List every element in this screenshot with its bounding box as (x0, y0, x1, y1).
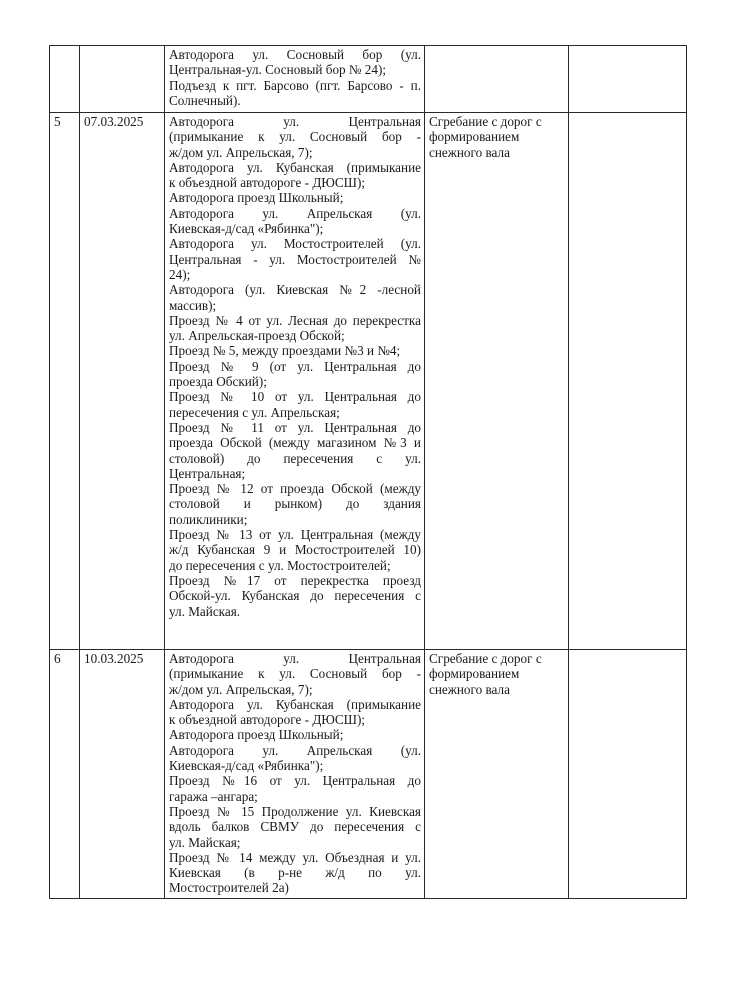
row-number-cell: 5 (50, 113, 80, 650)
road-entry-line: Автодорога ул. Кубанская (примыкание (169, 159, 421, 175)
note-cell (569, 113, 687, 650)
work-type-line: снежного вала (429, 144, 510, 160)
road-entry-line: Проезд №16 от ул. Центральная до (169, 773, 421, 789)
road-entry (169, 743, 421, 774)
note-cell (569, 46, 687, 113)
road-entry-line: Автодорога проезд Школьный; (169, 727, 344, 743)
work-type-line: снежного вала (429, 681, 510, 697)
work-type-cell (425, 650, 569, 899)
road-entry-line: Центральная; (169, 465, 246, 481)
road-entry-line: Проезд № 12 от проезда Обской (между (169, 481, 421, 497)
road-entry-line: ул. Апрельская-проезд Обской; (169, 328, 345, 344)
road-entry (169, 573, 421, 619)
road-entry (169, 282, 421, 313)
road-entry (169, 343, 421, 358)
roads-cell (165, 46, 425, 113)
road-entry-line: ул. Майская. (169, 603, 241, 619)
roads-cell (165, 113, 425, 650)
work-type-line: формированием (429, 129, 520, 145)
work-type-cell (425, 46, 569, 113)
road-entry (169, 160, 421, 191)
road-entry-line: Мостостроителей 2а) (169, 880, 289, 896)
road-entry-line: Проезд № 5, между проездами №3 и №4; (169, 343, 401, 359)
date-cell (80, 46, 165, 113)
road-entry-line: Автодорога проезд Школьный; (169, 190, 344, 206)
road-entry-line: ж/д Кубанская 9 и Мостостроителей 10) (169, 542, 421, 558)
road-entry-line: Киевская (в р-не ж/д по ул. (169, 865, 421, 881)
road-entry-line: ж/дом ул. Апрельская, 7); (169, 681, 313, 697)
road-entry-line: Автодорога ул. Центральная (169, 114, 421, 129)
road-entry-line: Автодорога ул. Апрельская (ул. (169, 742, 421, 758)
road-entry (169, 804, 421, 850)
road-entry-line: к объездной автодороге - ДЮСШ); (169, 712, 366, 728)
note-cell (569, 650, 687, 899)
table-row (50, 113, 687, 650)
road-entry-line: поликлиники; (169, 511, 248, 527)
road-entry-line: до пересечения с ул. Мостостроителей; (169, 557, 391, 573)
road-entry (169, 47, 421, 78)
work-type-line: Сгребание с дорог с (429, 651, 542, 666)
date-cell: 10.03.2025 (80, 650, 165, 899)
work-type-cell (425, 113, 569, 650)
road-entry-line: ж/дом ул. Апрельская, 7); (169, 144, 313, 160)
road-entry-line: Автодорога ул. Сосновый бор (ул. (169, 47, 421, 62)
road-entry-line: Проезд № 4 от ул. Лесная до перекрестка (169, 312, 421, 328)
road-entry-line: гаража –ангара; (169, 788, 258, 804)
road-entry (169, 389, 421, 420)
road-entry-line: Обской-ул. Кубанская до пересечения с (169, 588, 421, 604)
road-entry (169, 773, 421, 804)
road-entry-line: Проезд № 13 от ул. Центральная (между (169, 527, 421, 543)
road-entry (169, 190, 421, 205)
road-entry-line: проезда Обской (между магазином №3 и (169, 435, 421, 451)
road-entry-line: Автодорога ул. Центральная (169, 651, 421, 666)
road-entry-line: Центральная-ул. Сосновый бор № 24); (169, 62, 387, 78)
road-entry-line: Автодорога ул. Апрельская (ул. (169, 205, 421, 221)
road-entry-line: Подъезд к пгт. Барсово (пгт. Барсово - п. (169, 77, 421, 93)
work-type-line: Сгребание с дорог с (429, 114, 542, 129)
table-row (50, 650, 687, 899)
road-entry-line: проезда Обский); (169, 374, 267, 390)
road-entry (169, 313, 421, 344)
road-entry-line: вдоль балков СВМУ до пересечения с (169, 819, 421, 835)
road-entry-line: массив); (169, 297, 217, 313)
road-entry (169, 850, 421, 896)
road-entry-line: пересечения с ул. Апрельская; (169, 404, 340, 420)
road-entry-line: Киевская-д/сад «Рябинка"); (169, 221, 324, 237)
work-type-line: формированием (429, 666, 520, 682)
road-entry (169, 727, 421, 742)
roads-cell (165, 650, 425, 899)
road-entry-line: 24); (169, 266, 191, 282)
road-entry (169, 206, 421, 237)
road-entry-line: Центральная - ул. Мостостроителей № (169, 251, 421, 267)
road-entry-line: Киевская-д/сад «Рябинка"); (169, 758, 324, 774)
road-entry-line: Проезд № 15 Продолжение ул. Киевская (169, 803, 421, 819)
road-entry-line: Автодорога ул. Мостостроителей (ул. (169, 236, 421, 252)
road-entry-line: ул. Майская; (169, 834, 241, 850)
road-entry (169, 359, 421, 390)
road-entry (169, 114, 421, 160)
road-entry-line: (примыкание к ул. Сосновый бор - (169, 666, 421, 682)
road-entry-line: столовой и рынком) до здания (169, 496, 421, 512)
road-entry (169, 481, 421, 527)
road-entry (169, 651, 421, 697)
schedule-body (50, 46, 687, 899)
road-entry-line: к объездной автодороге - ДЮСШ); (169, 175, 366, 191)
road-entry-line: столовой) до пересечения с ул. (169, 450, 421, 466)
snow-removal-schedule-table (49, 45, 687, 899)
road-entry-line: Проезд № 11 от ул. Центральная до (169, 419, 421, 435)
road-entry-line: (примыкание к ул. Сосновый бор - (169, 129, 421, 145)
date-cell: 07.03.2025 (80, 113, 165, 650)
row-number-cell (50, 46, 80, 113)
road-entry (169, 78, 421, 109)
road-entry (169, 697, 421, 728)
road-entry (169, 236, 421, 282)
table-row (50, 46, 687, 113)
road-entry-line: Проезд № 10 от ул. Центральная до (169, 389, 421, 405)
road-entry-line: Проезд № 9 (от ул. Центральная до (169, 358, 421, 374)
road-entry-line: Автодорога ул. Кубанская (примыкание (169, 696, 421, 712)
row-number-cell: 6 (50, 650, 80, 899)
road-entry-line: Проезд №17 от перекрестка проезд (169, 572, 421, 588)
road-entry (169, 527, 421, 573)
road-entry (169, 420, 421, 481)
road-entry-line: Солнечный). (169, 92, 241, 108)
road-entry-line: Автодорога (ул. Киевская №2 -лесной (169, 282, 421, 298)
road-entry-line: Проезд № 14 между ул. Объездная и ул. (169, 849, 421, 865)
